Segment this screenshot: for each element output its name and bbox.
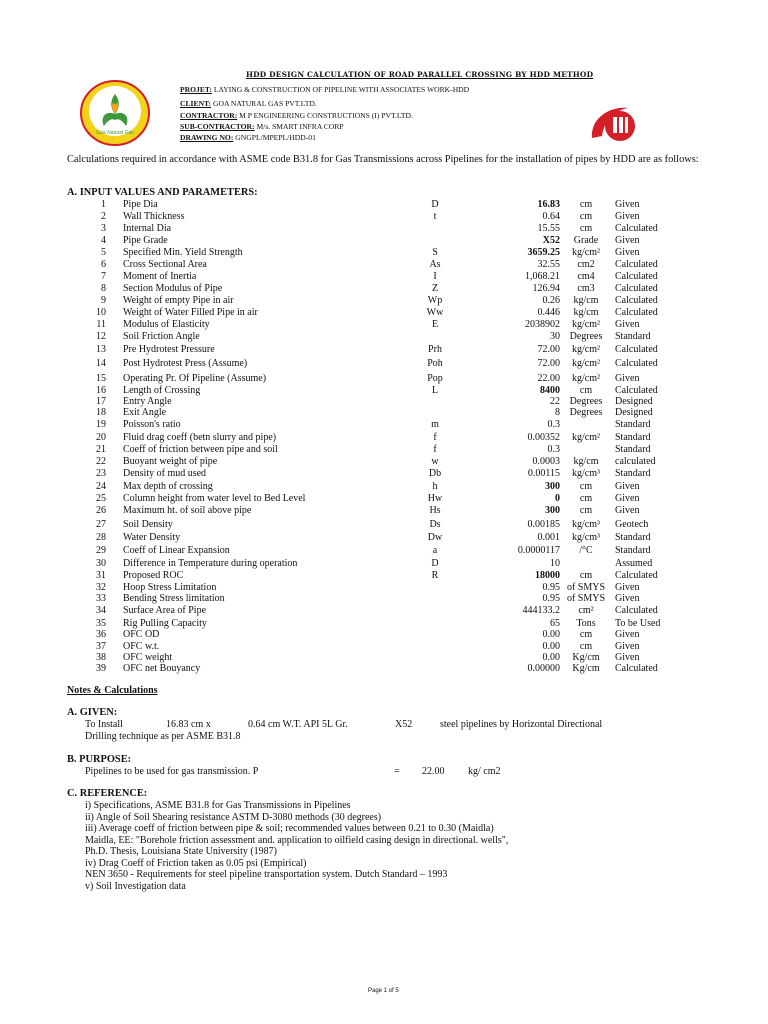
param-name: Operating Pr. Of Pipeline (Assume) (123, 373, 267, 384)
notes-title: Notes & Calculations (67, 685, 158, 696)
param-value: 0.3 (547, 444, 560, 455)
reference-line: iv) Drag Coeff of Friction taken as 0.05 psi (Empirical) (85, 857, 307, 869)
param-unit: cm (579, 223, 593, 234)
param-name: OFC net Bouyancy (123, 663, 201, 674)
param-status: Given (615, 493, 640, 504)
param-symbol: Ds (429, 519, 441, 530)
param-unit: cm (579, 385, 593, 396)
client-line: CLIENT: GOA NATURAL GAS PVT.LTD. (180, 99, 317, 108)
param-name: OFC weight (123, 652, 173, 663)
purpose-value: 22.00 (422, 766, 445, 777)
param-value: 30 (550, 331, 560, 342)
param-value: 0.00352 (527, 432, 560, 443)
param-unit: of SMYS (566, 582, 606, 593)
param-name: Rig Pulling Capacity (123, 618, 207, 629)
param-status: Standard (615, 331, 651, 342)
param-number: 31 (96, 570, 106, 581)
param-number: 9 (101, 295, 106, 306)
reference-line: NEN 3650 - Requirements for steel pipeline transportation system. Dutch Standard – 1993 (85, 869, 448, 880)
param-name: Soil Density (123, 519, 173, 530)
param-status: Calculated (615, 344, 658, 355)
param-unit: Degrees (569, 407, 603, 418)
param-unit: kg/cm (573, 307, 599, 318)
intro-text: Calculations required in accordance with ASME code B31.8 for Gas Transmissions across Pipelines for the installation of pipes by HDD are as follows: (67, 154, 699, 165)
param-name: OFC w.t. (123, 641, 160, 652)
param-number: 33 (96, 593, 106, 604)
param-name: Poisson's ratio (123, 419, 181, 430)
param-number: 27 (96, 519, 106, 530)
reference-line: v) Soil Investigation data (85, 880, 186, 892)
param-unit: Kg/cm (572, 663, 600, 674)
param-status: Designed (615, 396, 653, 407)
param-value: 0.0000117 (517, 545, 560, 556)
param-name: Surface Area of Pipe (123, 605, 207, 616)
param-status: Standard (615, 444, 651, 455)
subcontractor-line: SUB-CONTRACTOR: M/s. SMART INFRA CORP (180, 122, 344, 131)
param-status: To be Used (615, 618, 661, 629)
reference-line: i) Specifications, ASME B31.8 for Gas Transmissions in Pipelines (85, 800, 351, 811)
reference-line: Ph.D. Thesis, Louisiana State University (1987) (85, 846, 278, 857)
param-row (0, 199, 768, 211)
param-value: 0.00 (542, 652, 560, 663)
param-unit: Degrees (569, 396, 603, 407)
param-row (0, 407, 768, 419)
param-row (0, 629, 768, 641)
param-status: Given (615, 373, 640, 384)
param-row (0, 247, 768, 259)
param-status: Given (615, 629, 640, 640)
param-symbol: m (431, 419, 439, 430)
param-value: 2038902 (525, 319, 560, 330)
param-symbol: h (432, 481, 438, 492)
param-row (0, 307, 768, 319)
param-name: Max depth of crossing (123, 481, 213, 492)
drawing-line: DRAWING NO: GNGPL/MPEPL/HDD-01 (180, 133, 316, 142)
param-value: 0.64 (542, 211, 560, 222)
given-text-5: steel pipelines by Horizontal Directional (440, 719, 603, 730)
param-value: 65 (550, 618, 560, 629)
param-unit: cm (579, 493, 593, 504)
param-number: 11 (96, 319, 106, 330)
param-number: 30 (96, 558, 106, 569)
param-symbol: I (433, 271, 437, 282)
param-number: 19 (96, 419, 106, 430)
param-row (0, 663, 768, 675)
param-number: 5 (101, 247, 106, 258)
given-text-1: To Install (85, 719, 123, 730)
param-value: 22 (550, 396, 560, 407)
param-name: Internal Dia (123, 223, 172, 234)
param-name: Density of mud used (123, 468, 207, 479)
param-symbol: S (432, 247, 438, 258)
purpose-heading: B. PURPOSE: (67, 754, 132, 765)
param-row (0, 605, 768, 617)
param-unit: cm² (578, 605, 594, 616)
given-heading: A. GIVEN: (67, 707, 118, 718)
param-status: Given (615, 593, 640, 604)
param-unit: cm (579, 481, 593, 492)
param-row (0, 295, 768, 307)
param-row (0, 468, 768, 480)
param-unit: Kg/cm (572, 652, 600, 663)
param-status: Calculated (615, 385, 658, 396)
param-number: 20 (96, 432, 106, 443)
param-value: 18000 (535, 570, 560, 581)
param-status: Calculated (615, 259, 658, 270)
param-symbol: D (431, 558, 439, 569)
param-status: Given (615, 481, 640, 492)
param-name: OFC OD (123, 629, 160, 640)
param-name: Fluid drag coeff (betn slurry and pipe) (123, 432, 277, 443)
given-text-2: 16.83 cm x (166, 719, 211, 730)
param-row (0, 593, 768, 605)
reference-line: Maidla, EE: "Borehole friction assessment and. application to oilfield casing design in directional. wells", (85, 834, 509, 846)
param-number: 28 (96, 532, 106, 543)
param-name: Column height from water level to Bed Level (123, 493, 306, 504)
param-number: 6 (101, 259, 106, 270)
param-row (0, 319, 768, 331)
param-status: Standard (615, 432, 651, 443)
param-name: Wall Thickness (123, 211, 185, 222)
param-unit: Tons (576, 618, 596, 629)
param-row (0, 259, 768, 271)
param-symbol: Db (428, 468, 442, 479)
param-number: 37 (96, 641, 106, 652)
param-number: 21 (96, 444, 106, 455)
param-unit: kg/cm² (572, 319, 600, 330)
param-name: Buoyant weight of pipe (123, 456, 218, 467)
param-row (0, 456, 768, 468)
param-row (0, 223, 768, 235)
param-name: Proposed ROC (123, 570, 184, 581)
param-status: Given (615, 319, 640, 330)
param-row (0, 444, 768, 456)
param-symbol: Z (431, 283, 439, 294)
param-symbol: f (433, 432, 437, 443)
param-name: Weight of empty Pipe in air (123, 295, 234, 306)
param-unit: kg/cm² (572, 432, 600, 443)
param-symbol: Prh (428, 344, 442, 355)
param-number: 23 (96, 468, 106, 479)
param-number: 26 (96, 505, 106, 516)
param-status: Standard (615, 532, 651, 543)
param-name: Coeff of friction between pipe and soil (123, 444, 278, 455)
param-unit: kg/cm (573, 456, 599, 467)
param-number: 22 (96, 456, 106, 467)
param-unit: cm2 (577, 259, 595, 270)
param-status: Calculated (615, 358, 658, 369)
param-row (0, 481, 768, 493)
param-symbol: E (431, 319, 439, 330)
param-number: 36 (96, 629, 106, 640)
param-status: Calculated (615, 223, 658, 234)
param-number: 12 (96, 331, 106, 342)
param-value: X52 (542, 235, 560, 246)
purpose-unit: kg/ cm2 (468, 766, 501, 777)
param-value: 0.00 (542, 629, 560, 640)
param-value: 32.55 (537, 259, 560, 270)
param-name: Length of Crossing (123, 385, 201, 396)
param-value: 72.00 (537, 358, 560, 369)
param-number: 39 (96, 663, 106, 674)
param-symbol: Dw (427, 532, 443, 543)
param-unit: Degrees (569, 331, 603, 342)
param-symbol: R (431, 570, 439, 581)
param-status: Calculated (615, 570, 658, 581)
param-name: Specified Min. Yield Strength (123, 247, 243, 258)
param-unit: /°C (579, 545, 593, 556)
param-value: 0 (555, 493, 560, 504)
param-number: 15 (96, 373, 106, 384)
param-value: 0.95 (542, 582, 560, 593)
param-status: Given (615, 235, 640, 246)
param-value: 0.001 (537, 532, 560, 543)
param-unit: kg/cm² (572, 358, 600, 369)
param-unit: kg/cm³ (572, 468, 600, 479)
svg-text:Goa Natural Gas: Goa Natural Gas (96, 130, 134, 136)
param-name: Soil Friction Angle (123, 331, 200, 342)
param-unit: cm (579, 641, 593, 652)
param-symbol: L (431, 385, 439, 396)
param-symbol: Hs (429, 505, 441, 516)
param-row (0, 570, 768, 582)
param-value: 1,068.21 (525, 271, 560, 282)
param-symbol: t (433, 211, 437, 222)
param-symbol: f (433, 444, 437, 455)
reference-line: ii) Angle of Soil Shearing resistance ASTM D-3080 methods (30 degrees) (85, 811, 382, 823)
param-number: 2 (101, 211, 106, 222)
section-input-values: A. INPUT VALUES AND PARAMETERS: (67, 187, 258, 198)
param-number: 38 (96, 652, 106, 663)
param-status: Standard (615, 545, 651, 556)
param-symbol: Poh (427, 358, 443, 369)
param-row (0, 344, 768, 356)
param-value: 0.0003 (532, 456, 560, 467)
param-value: 8 (555, 407, 560, 418)
param-number: 29 (96, 545, 106, 556)
contractor-line: CONTRACTOR: M P ENGINEERING CONSTRUCTIONS (I) PVT.LTD. (180, 111, 413, 120)
param-number: 18 (96, 407, 106, 418)
param-value: 0.26 (542, 295, 560, 306)
param-name: Bending Stress limitation (123, 593, 225, 604)
param-value: 444133.2 (522, 605, 560, 616)
reference-heading: C. REFERENCE: (67, 788, 148, 799)
param-value: 0.3 (547, 419, 560, 430)
param-number: 34 (96, 605, 106, 616)
param-name: Water Density (123, 532, 181, 543)
param-status: Given (615, 641, 640, 652)
param-value: 10 (550, 558, 560, 569)
param-value: 72.00 (537, 344, 560, 355)
param-name: Moment of Inertia (123, 271, 197, 282)
param-unit: cm (579, 199, 593, 210)
param-row (0, 545, 768, 557)
param-unit: kg/cm³ (572, 532, 600, 543)
given-text-4: X52 (395, 719, 413, 730)
param-value: 3659.25 (527, 247, 560, 258)
param-number: 10 (96, 307, 106, 318)
param-number: 17 (96, 396, 106, 407)
document-title: HDD DESIGN CALCULATION OF ROAD PARALLEL CROSSING BY HDD METHOD (246, 70, 594, 79)
param-status: Calculated (615, 271, 658, 282)
param-number: 14 (96, 358, 106, 369)
param-name: Pipe Dia (123, 199, 158, 210)
param-row (0, 532, 768, 544)
param-name: Exit Angle (123, 407, 167, 418)
page-footer: Page 1 of 5 (368, 988, 399, 994)
param-symbol: Wp (427, 295, 443, 306)
param-status: Given (615, 652, 640, 663)
param-symbol: Pop (427, 373, 443, 384)
param-number: 35 (96, 618, 106, 629)
param-name: Pre Hydrotest Pressure (123, 344, 215, 355)
contractor-logo (586, 102, 646, 146)
param-name: Cross Sectional Area (123, 259, 207, 270)
param-row (0, 505, 768, 517)
param-status: Geotech (615, 519, 649, 530)
param-value: 8400 (540, 385, 560, 396)
param-name: Coeff of Linear Expansion (123, 545, 230, 556)
param-number: 13 (96, 344, 106, 355)
param-value: 0.00185 (527, 519, 560, 530)
param-status: Designed (615, 407, 653, 418)
reference-line: iii) Average coeff of friction between pipe & soil; recommended values between 0.21 to 0.30 (Maidla) (85, 823, 494, 834)
param-status: Given (615, 505, 640, 516)
param-unit: kg/cm² (572, 373, 600, 384)
param-symbol: Ww (426, 307, 444, 318)
param-name: Difference in Temperature during operation (123, 558, 298, 569)
purpose-equals: = (394, 766, 400, 777)
param-row (0, 235, 768, 247)
param-symbol: Hw (427, 493, 443, 504)
param-name: Section Modulus of Pipe (123, 283, 223, 294)
param-value: 16.83 (537, 199, 560, 210)
param-unit: cm (579, 211, 593, 222)
param-unit: Grade (573, 235, 599, 246)
param-status: Calculated (615, 663, 658, 674)
param-number: 16 (96, 385, 106, 396)
param-unit: kg/cm² (572, 344, 600, 355)
param-status: calculated (615, 456, 656, 467)
param-symbol: w (431, 456, 439, 467)
param-name: Hoop Stress Limitation (123, 582, 217, 593)
param-name: Entry Angle (123, 396, 172, 407)
param-number: 7 (101, 271, 106, 282)
param-value: 300 (545, 505, 560, 516)
param-unit: kg/cm (573, 295, 599, 306)
param-number: 8 (101, 283, 106, 294)
param-status: Standard (615, 468, 651, 479)
param-unit: of SMYS (566, 593, 606, 604)
param-number: 24 (96, 481, 106, 492)
param-value: 300 (545, 481, 560, 492)
param-status: Standard (615, 419, 651, 430)
param-value: 126.94 (532, 283, 560, 294)
param-status: Given (615, 582, 640, 593)
param-value: 0.00 (542, 641, 560, 652)
param-unit: cm (579, 629, 593, 640)
param-number: 1 (101, 199, 106, 210)
param-value: 0.446 (537, 307, 560, 318)
param-row (0, 271, 768, 283)
param-status: Calculated (615, 295, 658, 306)
param-value: 22.00 (537, 373, 560, 384)
param-name: Modulus of Elasticity (123, 319, 210, 330)
param-row (0, 283, 768, 295)
param-unit: cm3 (577, 283, 595, 294)
goa-natural-gas-logo (80, 80, 150, 146)
param-status: Given (615, 247, 640, 258)
given-text-6: Drilling technique as per ASME B31.8 (85, 731, 241, 742)
given-text-3: 0.64 cm W.T. API 5L Gr. (248, 719, 348, 730)
param-row (0, 331, 768, 343)
param-status: Assumed (615, 558, 653, 569)
param-status: Given (615, 199, 640, 210)
param-value: 15.55 (537, 223, 560, 234)
param-unit: cm4 (577, 271, 595, 282)
param-row (0, 519, 768, 531)
param-name: Weight of Water Filled Pipe in air (123, 307, 258, 318)
param-unit: kg/cm² (572, 247, 600, 258)
param-unit: kg/cm³ (572, 519, 600, 530)
param-status: Calculated (615, 307, 658, 318)
param-row (0, 432, 768, 444)
param-unit: cm (579, 570, 593, 581)
param-row (0, 558, 768, 570)
param-value: 0.00000 (527, 663, 560, 674)
param-name: Post Hydrotest Press (Assume) (123, 358, 248, 369)
param-status: Given (615, 211, 640, 222)
param-number: 3 (101, 223, 106, 234)
param-value: 0.95 (542, 593, 560, 604)
param-row (0, 493, 768, 505)
param-value: 0.00115 (527, 468, 560, 479)
param-number: 32 (96, 582, 106, 593)
param-unit: cm (579, 505, 593, 516)
purpose-text: Pipelines to be used for gas transmission. P (85, 766, 259, 777)
param-name: Maximum ht. of soil above pipe (123, 505, 252, 516)
param-symbol: D (431, 199, 439, 210)
param-row (0, 358, 768, 370)
param-number: 4 (101, 235, 106, 246)
param-row (0, 419, 768, 431)
param-number: 25 (96, 493, 106, 504)
param-status: Calculated (615, 605, 658, 616)
param-name: Pipe Grade (123, 235, 168, 246)
param-status: Calculated (615, 283, 658, 294)
param-symbol: As (429, 259, 441, 270)
param-row (0, 373, 768, 385)
project-line: PROJET: LAYING & CONSTRUCTION OF PIPELINE WITH ASSOCIATES WORK-HDD (180, 85, 470, 94)
param-row (0, 211, 768, 223)
param-symbol: a (432, 545, 438, 556)
